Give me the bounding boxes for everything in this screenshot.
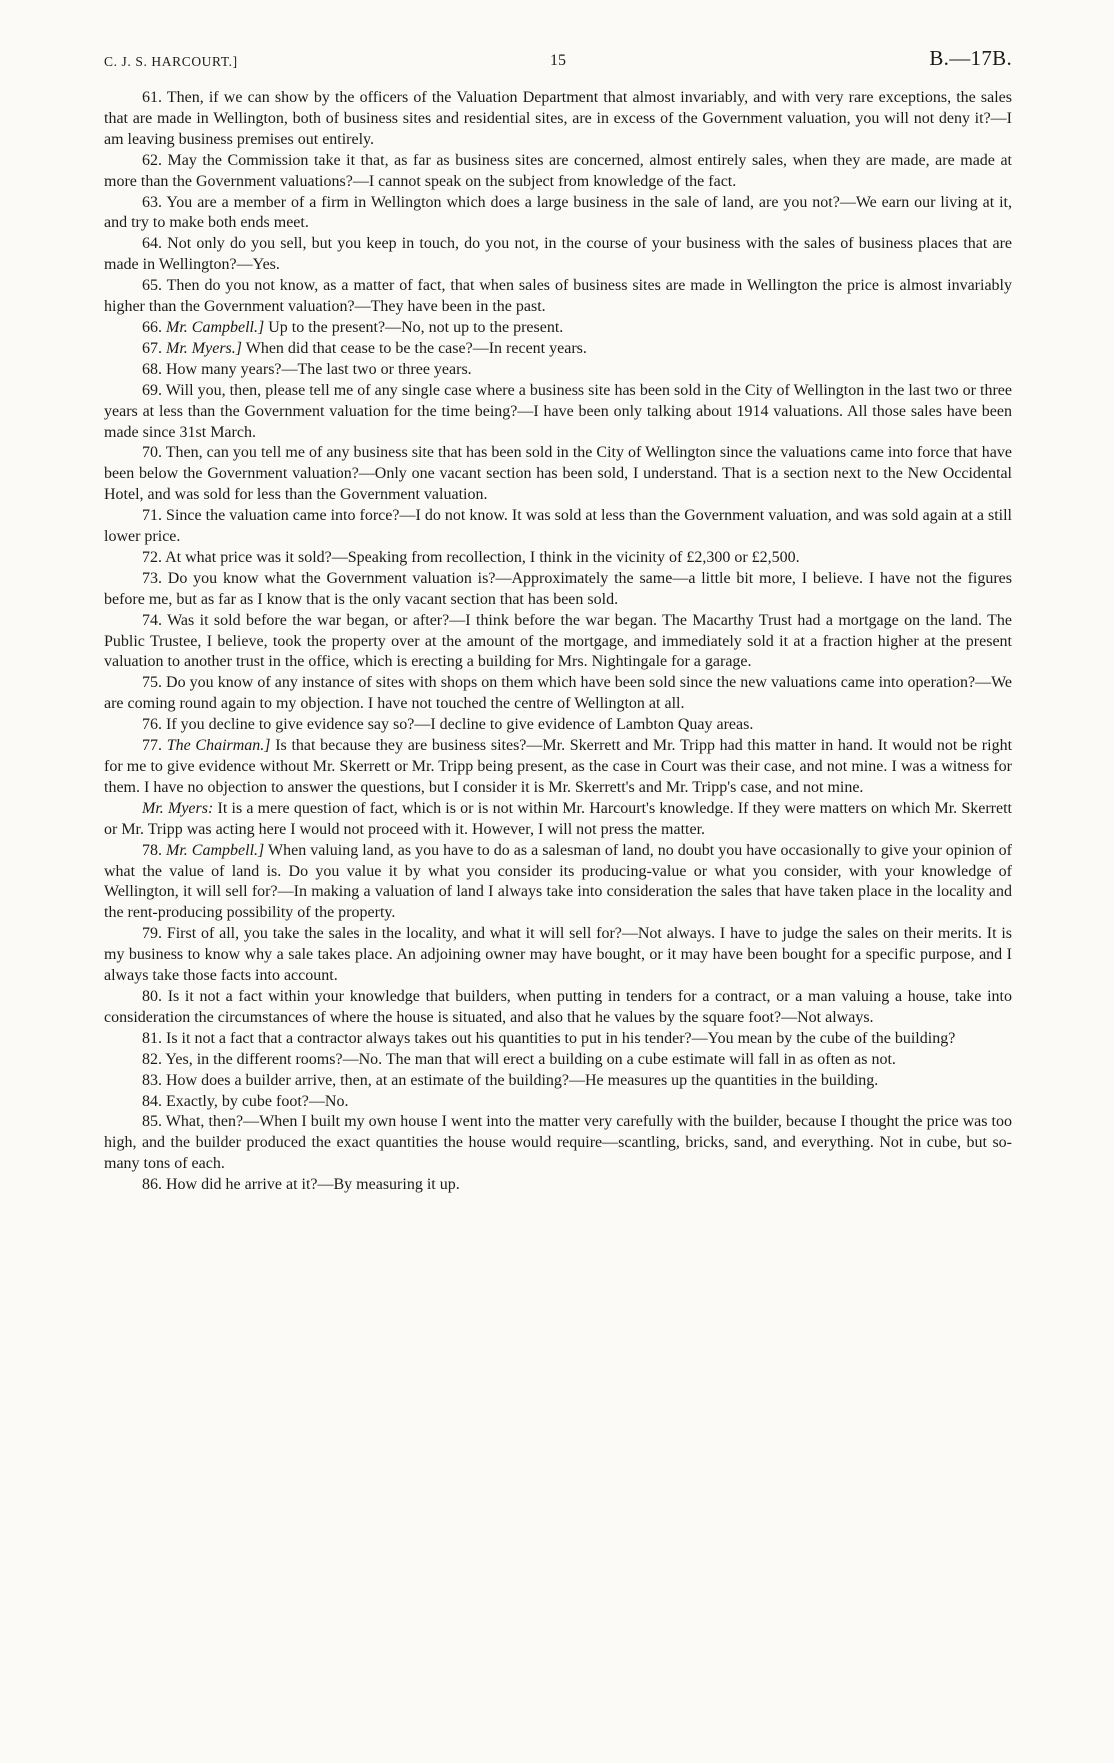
paragraph-text: 62. May the Commission take it that, as far as business sites are concerned, almost entirely sales, when they are made, are made at more than the Government valuations?—I cannot speak on the subject from knowledge of the fact.: [104, 151, 1012, 190]
paragraph-text: 85. What, then?—When I built my own house I went into the matter very carefully with the builder, because I thought the price was too high, and the builder produced the exact quantities the house would require—scantling, bricks, sand, and everything. Not in cube, but so-many tons of each.: [104, 1113, 1012, 1173]
paragraph-text: 74. Was it sold before the war began, or after?—I think before the war began. The Macarthy Trust had a mortgage on the land. The Public Trustee, I believe, took the property over at the amount of the mortgage, and immediately sold it at a fraction higher at the present valuation to another trust in the office, which is erecting a building for Mrs. Nightingale for a garage.: [104, 611, 1012, 671]
paragraph-text: 78.: [142, 841, 167, 859]
paragraph-text: 80. Is it not a fact within your knowledge that builders, when putting in tenders for a contract, or a man valuing a house, take into consideration the circumstances of where the house is situated, and also that he values by the square foot?—Not always.: [104, 987, 1012, 1026]
paragraph-text: 75. Do you know of any instance of sites with shops on them which have been sold since the new valuations came into operation?—We are coming round again to my objection. I have not touched the centre of Wellington at all.: [104, 674, 1012, 713]
paragraph-text: 81. Is it not a fact that a contractor always takes out his quantities to put in his tender?—You mean by the cube of the building?: [142, 1029, 956, 1047]
transcript-paragraph: [104, 715, 1012, 736]
transcript-paragraph: [104, 924, 1012, 987]
paragraph-text: When did that cease to be the case?—In recent years.: [242, 339, 587, 357]
paragraph-text: 86. How did he arrive at it?—By measuring it up.: [142, 1176, 460, 1194]
paper-reference: B.—17B.: [929, 46, 1012, 70]
paragraph-text: 83. How does a builder arrive, then, at an estimate of the building?—He measures up the quantities in the building.: [142, 1071, 879, 1089]
paragraph-text: 76. If you decline to give evidence say so?—I decline to give evidence of Lambton Quay areas.: [142, 716, 754, 734]
header-witness-name: C. J. S. HARCOURT.]: [104, 54, 238, 69]
speaker-name: The Chairman.]: [166, 737, 271, 755]
paragraph-text: 67.: [142, 339, 166, 357]
transcript-paragraph: [104, 673, 1012, 715]
paragraph-text: 66.: [142, 318, 166, 336]
speaker-name: Mr. Campbell.]: [166, 841, 265, 859]
transcript-paragraph: [104, 339, 1012, 360]
paragraph-text: 61. Then, if we can show by the officers of the Valuation Department that almost invariably, and with very rare exceptions, the sales that are made in Wellington, both of business sites and residential sites, are in excess of the Government valuation, you will not deny it?—I am leaving business premises out entirely.: [104, 89, 1012, 148]
paragraph-text: When valuing land, as you have to do as a salesman of land, no doubt you have occasionally to give your opinion of what the value of land is. Do you value it by what you consider its producing-value or what you consider, with your knowledge of Wellington, it will sell for?—In making a valuation of land I always take into consideration the sales that have taken place in the locality and the rent-producing possibility of the property.: [104, 841, 1013, 922]
paragraph-text: 77.: [142, 737, 167, 755]
transcript-paragraph: [104, 1092, 1012, 1113]
paragraph-text: 70. Then, can you tell me of any business site that has been sold in the City of Wellington since the valuations came into force that have been below the Government valuation?—Only one vacant section has been sold, I understand. That is a section next to the New Occidental Hotel, and was sold for less than the Government valuation.: [104, 444, 1012, 504]
transcript-paragraph: [104, 1175, 1012, 1196]
transcript-paragraph: [104, 1112, 1012, 1175]
transcript-paragraph: [104, 234, 1012, 276]
paragraph-text: It is a mere question of fact, which is or is not within Mr. Harcourt's knowledge. If they were matters on which Mr. Skerrett or Mr. Tripp was acting here I would not proceed with it. However, I will not press the matter.: [104, 799, 1013, 838]
paragraph-text: 71. Since the valuation came into force?—I do not know. It was sold at less than the Government valuation, and was sold again at a still lower price.: [104, 507, 1012, 546]
running-header: [104, 46, 1012, 74]
page-number: 15: [550, 52, 566, 69]
document-body: [104, 88, 1012, 1196]
transcript-paragraph: [104, 381, 1012, 444]
speaker-name: Mr. Myers.]: [166, 339, 242, 357]
transcript-paragraph: [104, 1071, 1012, 1092]
transcript-paragraph: [104, 1029, 1012, 1050]
paragraph-text: Up to the present?—No, not up to the present.: [264, 318, 564, 336]
transcript-paragraph: [104, 193, 1012, 235]
paragraph-text: 84. Exactly, by cube foot?—No.: [142, 1092, 349, 1110]
transcript-paragraph: [104, 88, 1012, 151]
transcript-paragraph: [104, 841, 1012, 925]
transcript-paragraph: [104, 506, 1012, 548]
paragraph-text: 64. Not only do you sell, but you keep in touch, do you not, in the course of your business with the sales of business places that are made in Wellington?—Yes.: [104, 235, 1012, 274]
paragraph-text: 72. At what price was it sold?—Speaking from recollection, I think in the vicinity of £2,300 or £2,500.: [142, 548, 800, 566]
paragraph-text: 68. How many years?—The last two or three years.: [142, 360, 472, 378]
transcript-paragraph: [104, 611, 1012, 674]
transcript-paragraph: [104, 1050, 1012, 1071]
transcript-paragraph: [104, 318, 1012, 339]
transcript-paragraph: [104, 736, 1012, 799]
paragraph-text: 65. Then do you not know, as a matter of fact, that when sales of business sites are made in Wellington the price is almost invariably higher than the Government valuation?—They have been in the past.: [104, 277, 1012, 316]
speaker-name: Mr. Myers:: [142, 799, 214, 817]
paragraph-text: 79. First of all, you take the sales in the locality, and what it will sell for?—Not always. I have to judge the sales on their merits. It is my business to know why a sale takes place. An adjoining owner may have bought, or it may have been bought for a specific purpose, and I always take those facts into account.: [104, 925, 1012, 985]
transcript-paragraph: [104, 569, 1012, 611]
paragraph-text: 82. Yes, in the different rooms?—No. The man that will erect a building on a cube estimate will fall in as often as not.: [142, 1050, 896, 1068]
paragraph-text: 69. Will you, then, please tell me of any single case where a business site has been sold in the City of Wellington in the last two or three years at less than the Government valuation for the time being?—I have been only talking about 1914 valuations. All those sales have been made since 31st March.: [104, 381, 1012, 441]
transcript-paragraph: [104, 276, 1012, 318]
paragraph-text: 73. Do you know what the Government valuation is?—Approximately the same—a little bit more, I believe. I have not the figures before me, but as far as I know that is the only vacant section that has been sold.: [104, 569, 1012, 608]
transcript-paragraph: [104, 987, 1012, 1029]
transcript-paragraph: [104, 548, 1012, 569]
speaker-name: Mr. Campbell.]: [166, 318, 265, 336]
paragraph-text: 63. You are a member of a firm in Wellington which does a large business in the sale of land, are you not?—We earn our living at it, and try to make both ends meet.: [104, 193, 1012, 232]
transcript-paragraph: [104, 360, 1012, 381]
paragraph-text: Is that because they are business sites?—Mr. Skerrett and Mr. Tripp had this matter in hand. It would not be right for me to give evidence without Mr. Skerrett or Mr. Tripp being present, as the case in Court was their case, and not mine. I was a witness for them. I have no objection to answer the questions, but I consider it is Mr. Skerrett's and Mr. Tripp's case, and not mine.: [104, 737, 1013, 796]
transcript-paragraph: [104, 151, 1012, 193]
transcript-paragraph: [104, 799, 1012, 841]
transcript-paragraph: [104, 443, 1012, 506]
